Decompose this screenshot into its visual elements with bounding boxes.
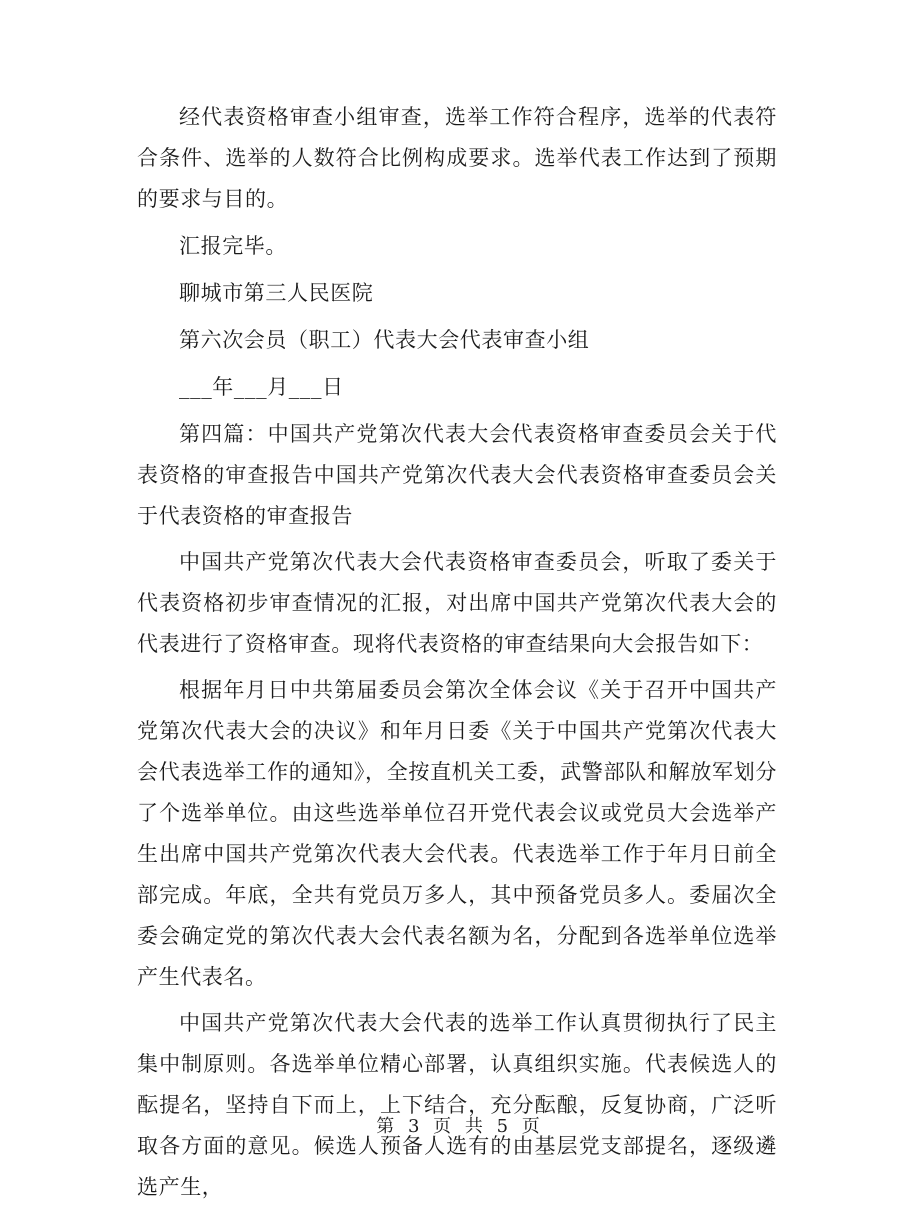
paragraph-election-process: 中国共产党第次代表大会代表的选举工作认真贯彻执行了民主集中制原则。各选举单位精心部署，认真组织实施。代表候选人的酝提名，坚持自下而上，上下结合，充分酝酿，反复协商，广泛听取各方面的意见。候选人预备人选有的由基层党支部提名，逐级遴选产生， xyxy=(137,1011,777,1199)
document-body xyxy=(137,97,777,1208)
paragraph-report-end: 汇报完毕。 xyxy=(179,234,287,258)
paragraph-review-conclusion: 经代表资格审查小组审查，选举工作符合程序，选举的代表符合条件、选举的人数符合比例构成要求。选举代表工作达到了预期的要求与目的。 xyxy=(137,105,777,211)
paragraph-committee-intro: 中国共产党第次代表大会代表资格审查委员会，听取了委关于代表资格初步审查情况的汇报，对出席中国共产党第次代表大会的代表进行了资格审查。现将代表资格的审查结果向大会报告如下： xyxy=(137,550,777,656)
paragraph-hospital-name: 聊城市第三人民医院 xyxy=(179,281,374,305)
page-number-footer: 第 3 页 共 5 页 xyxy=(376,1116,544,1137)
paragraph-review-group: 第六次会员（职工）代表大会代表审查小组 xyxy=(179,328,590,352)
paragraph-election-basis: 根据年月日中共第届委员会第次全体会议《关于召开中国共产党第次代表大会的决议》和年月日委《关于中国共产党第次代表大会代表选举工作的通知》，全按直机关工委，武警部队和解放军划分了个选举单位。由这些选举单位召开党代表会议或党员大会选举产生出席中国共产党第次代表大会代表。代表选举工作于年月日前全部完成。年底，全共有党员万多人，其中预备党员多人。委届次全委会确定党的第次代表大会代表名额为名，分配到各选举单位选举产生代表名。 xyxy=(137,678,777,989)
paragraph-section-four-heading: 第四篇：中国共产党第次代表大会代表资格审查委员会关于代表资格的审查报告中国共产党第次代表大会代表资格审查委员会关于代表资格的审查报告 xyxy=(137,422,777,528)
paragraph-date-line: ___年___月___日 xyxy=(179,375,344,399)
